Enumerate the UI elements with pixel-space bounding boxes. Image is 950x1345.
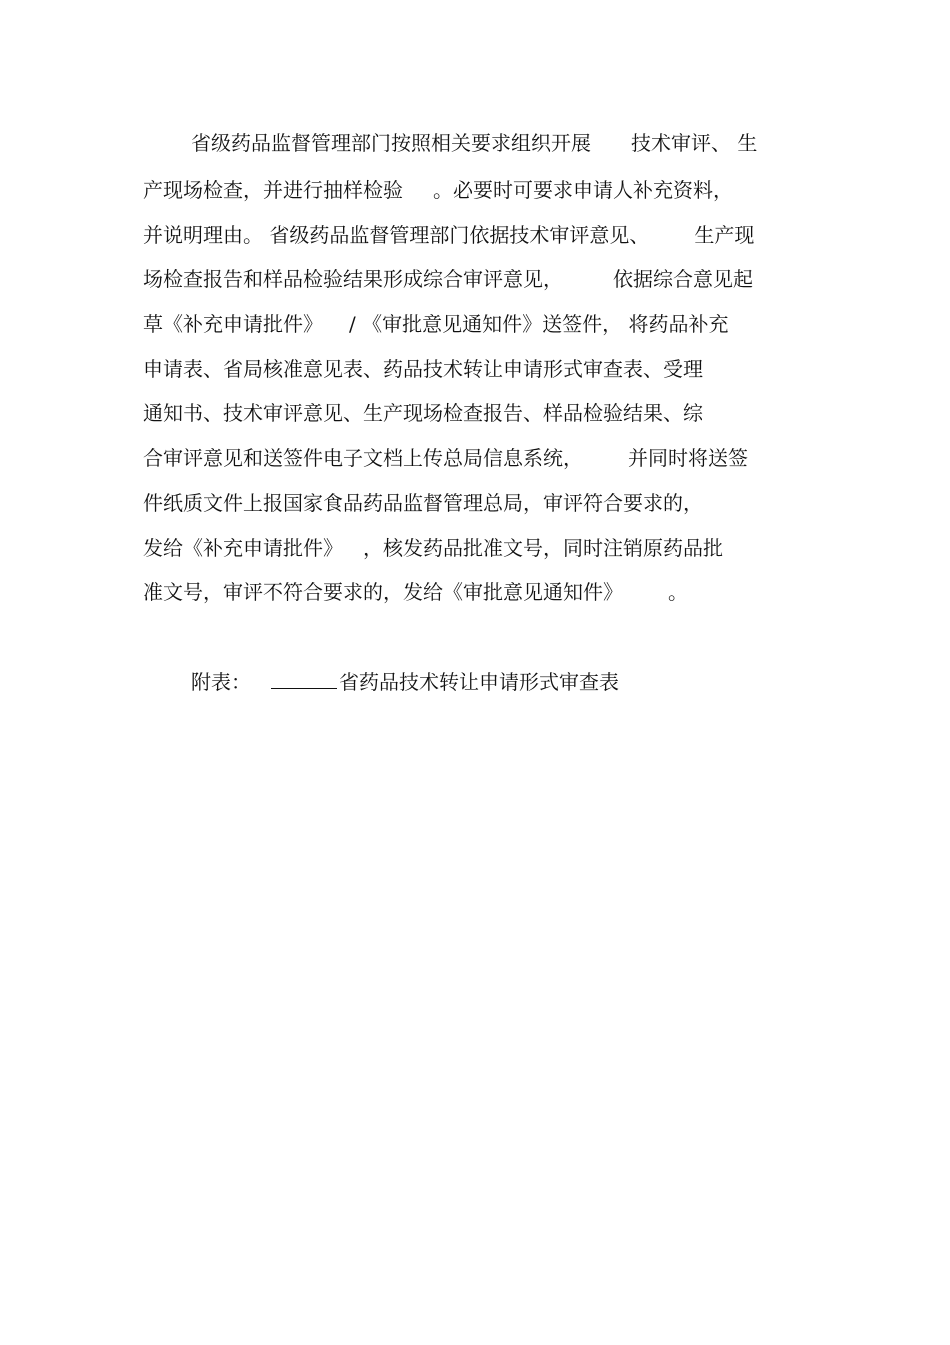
paragraph-line [191,131,757,155]
text-segment: 并同时将送签 [628,446,748,470]
paragraph-line [143,178,733,202]
text-segment: 。 [668,580,688,604]
paragraph-line [143,536,723,560]
paragraph-line [143,267,753,291]
text-segment: 申请表、省局核准意见表、药品技术转让申请形式审查表、受理 [143,357,703,381]
blank-underline [271,670,337,689]
text-segment: 产现场检查，并进行抽样检验 [143,178,403,202]
attachment-label: 附表： [191,670,251,694]
text-segment: 合审评意见和送签件电子文档上传总局信息系统， [143,446,583,470]
text-segment: ，核发药品批准文号，同时注销原药品批 [363,536,723,560]
paragraph-line [143,580,688,604]
text-segment: 生产现 [694,223,755,247]
text-segment: 技术审评、 生 [631,131,758,155]
text-segment: / 《审批意见通知件》送签件， 将药品补充 [349,312,729,336]
paragraph-line [143,401,703,425]
paragraph-line [143,491,703,515]
text-segment: 场检查报告和样品检验结果形成综合审评意见， [143,267,563,291]
paragraph-line [143,312,728,336]
text-segment: 省级药品监督管理部门按照相关要求组织开展 [191,131,591,155]
paragraph-line [143,223,754,247]
text-segment: 。必要时可要求申请人补充资料， [433,178,733,202]
text-segment: 草《补充申请批件》 [143,312,323,336]
text-segment: 准文号，审评不符合要求的，发给《审批意见通知件》 [143,580,623,604]
text-segment: 发给《补充申请批件》 [143,536,343,560]
text-segment: 通知书、技术审评意见、生产现场检查报告、样品检验结果、综 [143,401,703,425]
paragraph-line [143,446,748,470]
text-segment: 件纸质文件上报国家食品药品监督管理总局，审评符合要求的， [143,491,703,515]
paragraph-line [143,357,703,381]
attachment-line [191,670,619,694]
text-segment: 并说明理由。 省级药品监督管理部门依据技术审评意见、 [143,223,650,247]
attachment-title: 省药品技术转让申请形式审查表 [339,670,619,694]
text-segment: 依据综合意见起 [613,267,753,291]
